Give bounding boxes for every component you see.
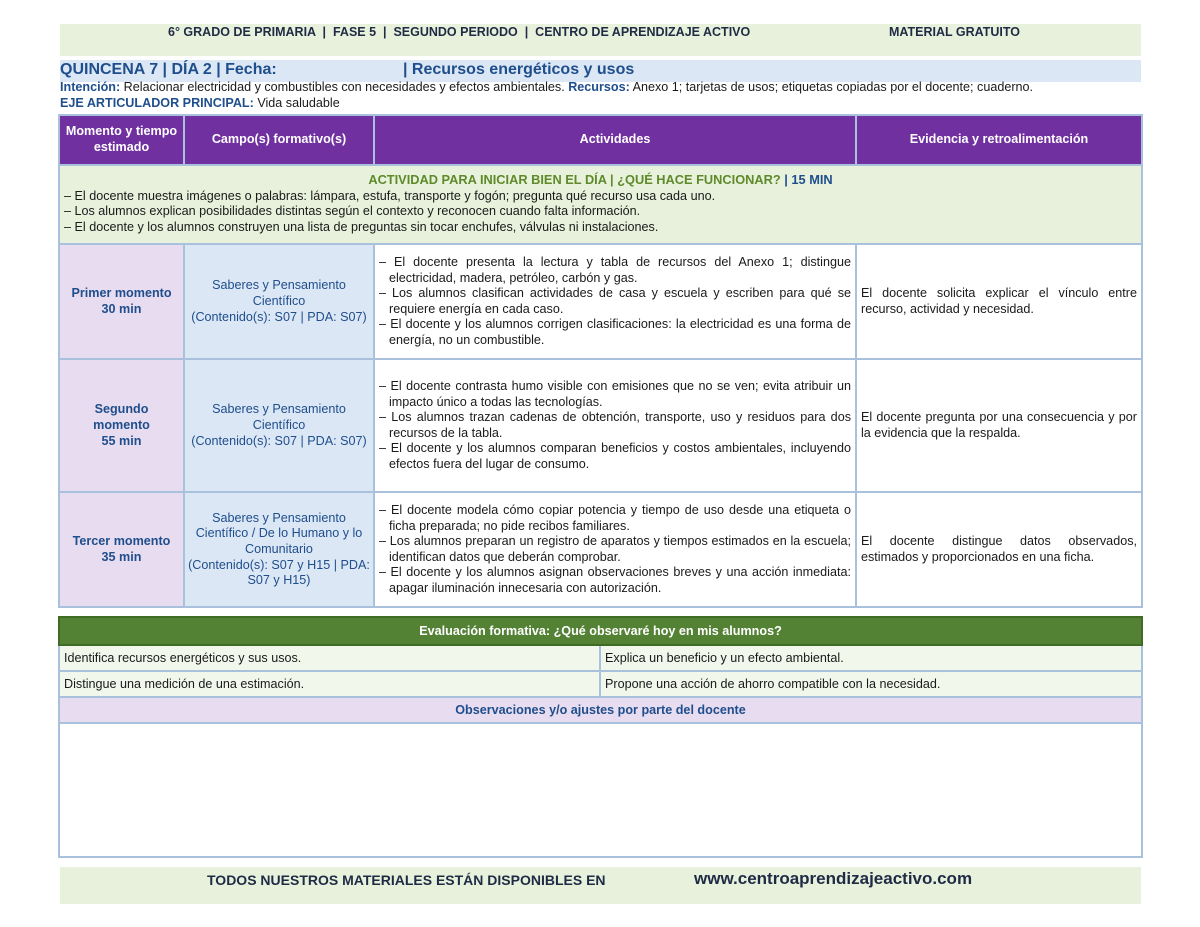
lesson-plan-table: [58, 114, 1143, 608]
list-item: – Los alumnos clasifican actividades de casa y escuela y escriben para qué se requiere energía en cada caso.: [379, 286, 851, 316]
moment-time: 35 min: [101, 549, 142, 564]
list-item: – El docente presenta la lectura y tabla de recursos del Anexo 1; distingue electricidad, madera, petróleo, carbón y gas.: [379, 255, 851, 285]
campo-content: (Contenido(s): S07 y H15 | PDA: S07 y H15): [188, 557, 370, 588]
campo-name: Saberes y Pensamiento Científico / De lo Humano y lo Comunitario: [195, 510, 363, 557]
list-item: – Los alumnos trazan cadenas de obtención, transporte, uso y residuos para dos recursos de la tabla.: [379, 410, 851, 440]
moment-time: 55 min: [101, 433, 142, 448]
axis-value: Vida saludable: [257, 96, 340, 110]
list-item: – El docente y los alumnos comparan beneficios y costos ambientales, incluyendo efectos fuera del lugar de consumo.: [379, 441, 851, 472]
evaluation-title: Evaluación formativa: ¿Qué observaré hoy en mis alumnos?: [59, 617, 1142, 645]
list-item: – El docente modela cómo copiar potencia y tiempo de uso desde una etiqueta o ficha preparada; no pide recibos familiares.: [379, 503, 851, 533]
observations-title: Observaciones y/o ajustes por parte del docente: [59, 697, 1142, 723]
footer-text: TODOS NUESTROS MATERIALES ESTÁN DISPONIBLES EN: [207, 872, 606, 888]
start-activity-list: [64, 189, 1137, 236]
list-item: – El docente muestra imágenes o palabras: lámpara, estufa, transporte y fogón; pregunta qué recurso usa cada uno.: [64, 188, 716, 203]
table-header-row: [59, 115, 1142, 165]
moment-cell: [59, 492, 184, 607]
moment-cell: [59, 244, 184, 359]
start-activity-cell: [59, 165, 1142, 244]
campo-cell: [184, 492, 374, 607]
free-material-label: MATERIAL GRATUITO: [889, 25, 1021, 39]
intention-text: Relacionar electricidad y combustibles con necesidades y efectos ambientales.: [123, 80, 565, 94]
campo-name: Saberes y Pensamiento Científico: [212, 278, 346, 309]
grade-info: 6° GRADO DE PRIMARIA | FASE 5 | SEGUNDO PERIODO | CENTRO DE APRENDIZAJE ACTIVO: [168, 25, 751, 39]
footer-link[interactable]: www.centroaprendizajeactivo.com: [694, 869, 973, 888]
footer-banner: [60, 867, 1141, 904]
list-item: – El docente y los alumnos corrigen clasificaciones: la electricidad es una forma de energía, no un combustible.: [379, 317, 851, 348]
list-item: – El docente contrasta humo visible con emisiones que no se ven; evita atribuir un impacto único a todas las tecnologías.: [379, 379, 851, 409]
intention-line: [60, 80, 1139, 95]
evaluation-table: [58, 616, 1143, 858]
campo-cell: [184, 244, 374, 359]
header-momento: Momento y tiempo estimado: [59, 115, 184, 165]
axis-line: [60, 96, 340, 111]
activities-cell: [374, 359, 856, 492]
moment-cell: [59, 359, 184, 492]
evaluation-item: Propone una acción de ahorro compatible con la necesidad.: [600, 671, 1142, 697]
start-activity-row: [59, 165, 1142, 244]
top-banner: [60, 24, 1141, 56]
evaluation-item: Explica un beneficio y un efecto ambiental.: [600, 645, 1142, 671]
list-item: – El docente y los alumnos asignan observaciones breves y una acción inmediata: apagar iluminación innecesaria con autorización.: [379, 565, 851, 596]
header-actividades: Actividades: [374, 115, 856, 165]
start-activity-title-text: ACTIVIDAD PARA INICIAR BIEN EL DÍA | ¿QUÉ HACE FUNCIONAR?: [368, 172, 781, 187]
evidence-cell: El docente solicita explicar el vínculo entre recurso, actividad y necesidad.: [856, 244, 1142, 359]
resources-text: Anexo 1; tarjetas de usos; etiquetas copiadas por el docente; cuaderno.: [632, 80, 1034, 94]
moment-time: 30 min: [101, 301, 142, 316]
campo-cell: [184, 359, 374, 492]
evaluation-item: Identifica recursos energéticos y sus usos.: [59, 645, 600, 671]
moment-name: Segundo momento: [93, 402, 150, 433]
campo-content: (Contenido(s): S07 | PDA: S07): [191, 309, 367, 324]
evidence-cell: El docente distingue datos observados, estimados y proporcionados en una ficha.: [856, 492, 1142, 607]
resources-label: Recursos:: [568, 80, 630, 94]
evidence-cell: El docente pregunta por una consecuencia y por la evidencia que la respalda.: [856, 359, 1142, 492]
header-campo: Campo(s) formativo(s): [184, 115, 374, 165]
start-activity-title: [64, 172, 1137, 188]
table-row: [59, 244, 1142, 359]
moment-name: Tercer momento: [72, 534, 171, 549]
quincena-label: QUINCENA 7 | DÍA 2 | Fecha:: [60, 61, 277, 78]
list-item: – Los alumnos explican posibilidades distintas según el contexto y reconocen cuando falta información.: [64, 204, 641, 219]
table-row: [59, 359, 1142, 492]
list-item: – El docente y los alumnos construyen una lista de preguntas sin tocar enchufes, válvulas ni instalaciones.: [64, 219, 659, 234]
campo-name: Saberes y Pensamiento Científico: [212, 402, 346, 433]
axis-label: EJE ARTICULADOR PRINCIPAL:: [60, 96, 254, 110]
intention-label: Intención:: [60, 80, 121, 94]
activities-cell: [374, 244, 856, 359]
list-item: – Los alumnos preparan un registro de aparatos y tiempos estimados en la escuela; identifican datos que deberán comprobar.: [379, 534, 851, 564]
evaluation-item: Distingue una medición de una estimación.: [59, 671, 600, 697]
activities-cell: [374, 492, 856, 607]
campo-content: (Contenido(s): S07 | PDA: S07): [191, 433, 367, 448]
table-row: [59, 492, 1142, 607]
topic-title: | Recursos energéticos y usos: [403, 61, 635, 78]
start-activity-time: | 15 MIN: [784, 172, 833, 187]
quincena-bar: [60, 60, 1141, 82]
moment-name: Primer momento: [71, 286, 172, 301]
header-evidencia: Evidencia y retroalimentación: [856, 115, 1142, 165]
observations-area[interactable]: [59, 723, 1142, 857]
